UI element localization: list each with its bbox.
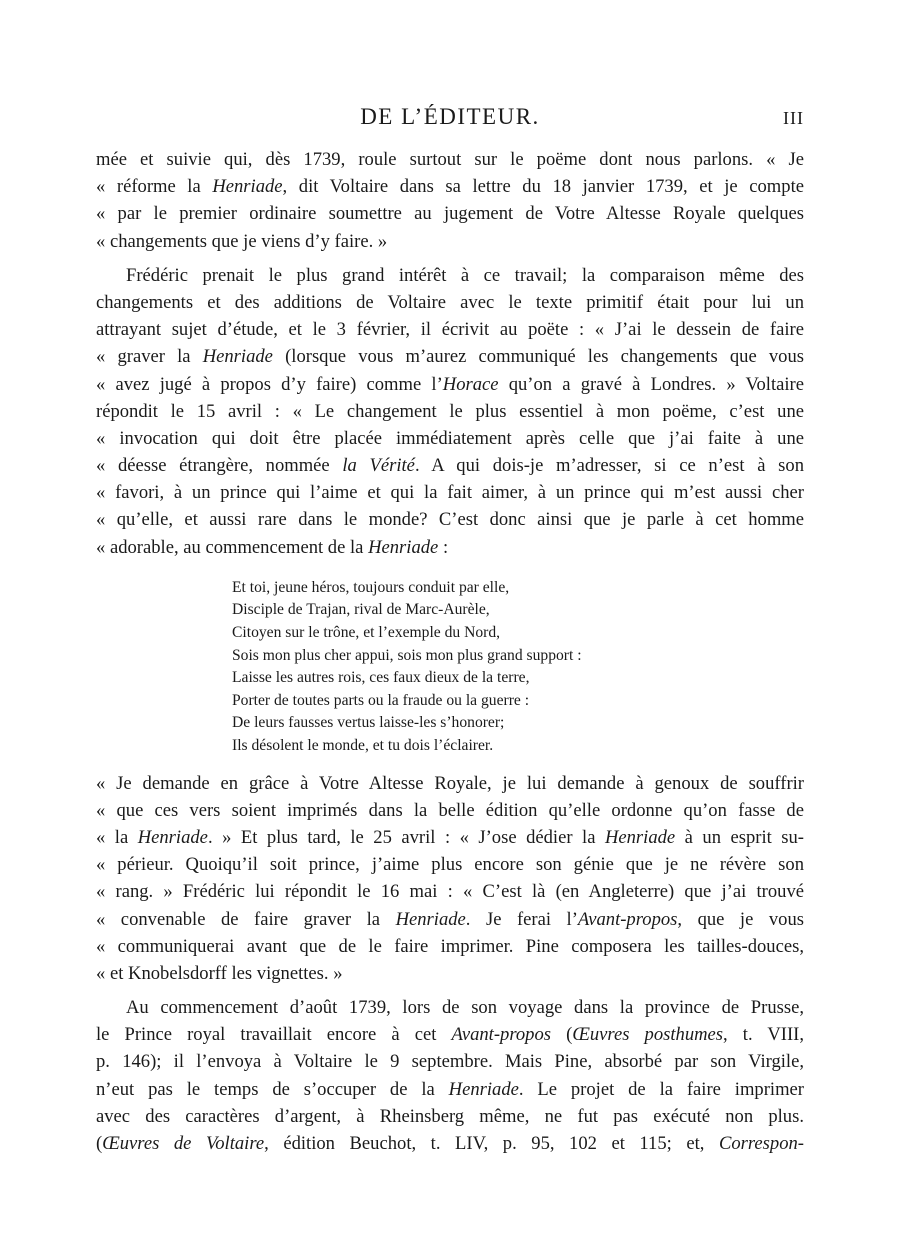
text-line: mée et suivie qui, dès 1739, roule surtout sur le poëme dont nous parlons. « Je — [96, 149, 804, 170]
text-line: « qu’elle, et aussi rare dans le monde? C’est donc ainsi que je parle à cet homme — [96, 509, 804, 531]
verse-quotation — [232, 577, 804, 758]
verse-line: Citoyen sur le trône, et l’exemple du Nord, — [232, 624, 501, 641]
text-line: « convenable de faire graver la Henriade. Je ferai l’Avant-propos, que je vous — [96, 908, 804, 930]
page-header — [96, 104, 804, 140]
text-line: le Prince royal travaillait encore à cet Avant-propos (Œuvres posthumes, t. VIII, — [96, 1024, 804, 1046]
text-line: « adorable, au commencement de la Henriade : — [96, 536, 449, 558]
paragraph-2 — [96, 262, 804, 561]
text-line: « et Knobelsdorff les vignettes. » — [96, 962, 343, 984]
text-line: « communiquerai avant que de le faire imprimer. Pine composera les tailles-douces, — [96, 935, 804, 957]
paragraph-3 — [96, 770, 804, 988]
text-line: « réforme la Henriade, dit Voltaire dans sa lettre du 18 janvier 1739, et je compte — [96, 176, 804, 198]
verse-line: Disciple de Trajan, rival de Marc-Aurèle, — [232, 601, 490, 619]
text-line: p. 146); il l’envoya à Voltaire le 9 septembre. Mais Pine, absorbé par son Virgile, — [96, 1051, 804, 1073]
verse-line: Porter de toutes parts ou la fraude ou la guerre : — [232, 691, 530, 709]
verse-line: Laisse les autres rois, ces faux dieux de la terre, — [232, 669, 530, 687]
text-line: avec des caractères d’argent, à Rheinsberg même, ne fut pas exécuté non plus. — [96, 1105, 804, 1127]
verse-line: Et toi, jeune héros, toujours conduit par elle, — [232, 578, 510, 596]
text-line: Frédéric prenait le plus grand intérêt à ce travail; la comparaison même des — [126, 264, 804, 286]
text-line: « déesse étrangère, nommée la Vérité. A qui dois-je m’adresser, si ce n’est à son — [96, 455, 804, 477]
paragraph-4 — [96, 994, 804, 1157]
text-line: « que ces vers soient imprimés dans la belle édition qu’elle ordonne qu’on fasse de — [96, 799, 804, 821]
text-line: « avez jugé à propos d’y faire) comme l’Horace qu’on a gravé à Londres. » Voltaire — [96, 373, 804, 395]
text-line: Au commencement d’août 1739, lors de son voyage dans la province de Prusse, — [126, 997, 804, 1019]
text-line: « changements que je viens d’y faire. » — [96, 230, 388, 252]
page-number: III — [783, 108, 804, 128]
body-text — [96, 146, 804, 1157]
text-line: « périeur. Quoiqu’il soit prince, j’aime plus encore son génie que je ne révère son — [96, 854, 804, 876]
text-line: « favori, à un prince qui l’aime et qui la fait aimer, à un prince qui m’est aussi cher — [96, 482, 804, 504]
paragraph-1 — [96, 146, 804, 255]
text-line: répondit le 15 avril : « Le changement le plus essentiel à mon poëme, c’est une — [96, 400, 804, 422]
text-line: attrayant sujet d’étude, et le 3 février, il écrivit au poëte : « J’ai le dessein de faire — [96, 319, 804, 341]
text-line: « graver la Henriade (lorsque vous m’aurez communiqué les changements que vous — [96, 346, 804, 368]
verse-line: Sois mon plus cher appui, sois mon plus grand support : — [232, 646, 582, 664]
text-line: « rang. » Frédéric lui répondit le 16 mai : « C’est là (en Angleterre) que j’ai trouvé — [96, 881, 804, 903]
verse-line: Ils désolent le monde, et tu dois l’éclairer. — [232, 736, 494, 754]
text-line: « la Henriade. » Et plus tard, le 25 avril : « J’ose dédier la Henriade à un esprit su- — [96, 826, 804, 848]
text-line: n’eut pas le temps de s’occuper de la Henriade. Le projet de la faire imprimer — [96, 1078, 804, 1100]
text-line: « invocation qui doit être placée immédiatement après celle que j’ai faite à une — [96, 427, 804, 449]
text-line: « par le premier ordinaire soumettre au jugement de Votre Altesse Royale quelques — [96, 203, 804, 225]
text-line: changements et des additions de Voltaire avec le texte primitif était pour lui un — [96, 291, 804, 313]
text-line: « Je demande en grâce à Votre Altesse Royale, je lui demande à genoux de souffrir — [96, 772, 804, 794]
running-title: DE L’ÉDITEUR. — [360, 104, 540, 129]
text-line: (Œuvres de Voltaire, édition Beuchot, t. LIV, p. 95, 102 et 115; et, Correspon- — [96, 1133, 804, 1154]
verse-line: De leurs fausses vertus laisse-les s’honorer; — [232, 714, 505, 732]
